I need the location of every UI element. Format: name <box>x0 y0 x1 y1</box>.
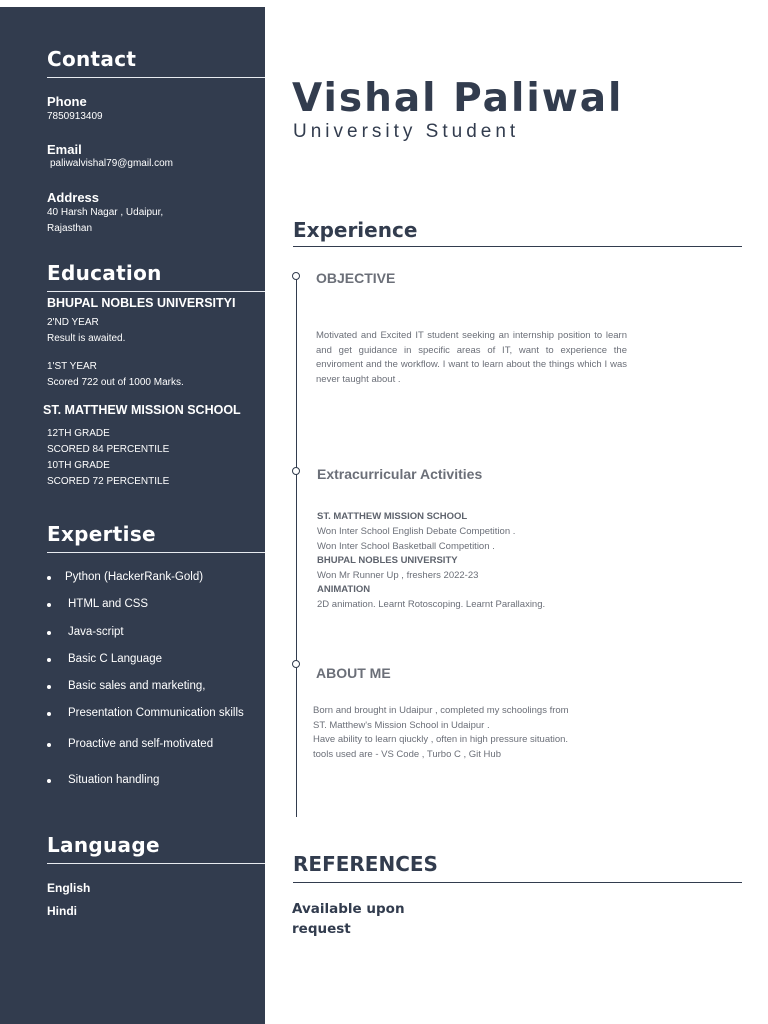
education-line: Scored 722 out of 1000 Marks. <box>47 377 184 388</box>
education-line: 1'ST YEAR <box>47 361 97 372</box>
education-line: Result is awaited. <box>47 333 126 344</box>
extracurricular-subheading: ST. MATTHEW MISSION SCHOOL <box>317 511 468 522</box>
about-line: tools used are - VS Code , Turbo C , Git Hub <box>313 749 501 760</box>
candidate-name: Vishal Paliwal <box>292 76 624 121</box>
address-label: Address <box>47 190 100 205</box>
language-item: Hindi <box>47 904 77 918</box>
language-divider <box>47 863 265 864</box>
extracurricular-line: Won Inter School Basketball Competition . <box>317 541 495 552</box>
references-divider <box>293 882 742 883</box>
references-heading: REFERENCES <box>293 852 438 876</box>
timeline-node <box>292 660 300 668</box>
experience-heading: Experience <box>293 218 418 242</box>
about-line: ST. Matthew's Mission School in Udaipur . <box>313 720 490 731</box>
expertise-divider <box>47 552 265 553</box>
extracurricular-line: 2D animation. Learnt Rotoscoping. Learnt Parallaxing. <box>317 599 546 610</box>
school-name-university: BHUPAL NOBLES UNIVERSITYI <box>47 296 236 310</box>
education-line: SCORED 84 PERCENTILE <box>47 444 170 455</box>
contact-divider <box>47 77 265 78</box>
about-line: Have ability to learn qiuckly , often in high pressure situation. <box>313 734 569 745</box>
email-value[interactable]: paliwalvishal79@gmail.com <box>50 158 173 169</box>
education-line: SCORED 72 PERCENTILE <box>47 476 170 487</box>
timeline-node <box>292 272 300 280</box>
school-name-matthew: ST. MATTHEW MISSION SCHOOL <box>43 403 241 417</box>
timeline-node <box>292 467 300 475</box>
extracurricular-subheading: BHUPAL NOBLES UNIVERSITY <box>317 555 458 566</box>
contact-heading: Contact <box>47 47 137 71</box>
address-line-2: Rajasthan <box>47 223 93 234</box>
phone-value[interactable]: 7850913409 <box>47 111 103 122</box>
sidebar: Contact Phone 7850913409 Email paliwalvishal79@gmail.com Address 40 Harsh Nagar , Udaipur, Rajasthan Education BHUPAL NOBLES UNIVERSITYI 2'ND YEAR Result is awaited. 1'ST YEAR Scored 722 out of 1000 Marks. ST. MATTHEW MISSION SCHOOL 12TH GRADE SCORED 84 PERCENTILE 10TH GRADE SCORED 72 PERCENTILE Expertise Python (HackerRank-Gold) HTML and CSS Java-script Basic C Language Basic sales and marketing, Presentation Communication skills Proactive and self-motivated Situation handling Language English Hindi <box>0 7 265 1024</box>
bullet-icon <box>47 743 51 747</box>
bullet-icon <box>47 631 51 635</box>
about-me-heading: ABOUT ME <box>316 665 391 681</box>
education-heading: Education <box>47 261 162 285</box>
address-line-1: 40 Harsh Nagar , Udaipur, <box>47 207 164 218</box>
expertise-heading: Expertise <box>47 522 156 546</box>
extracurricular-heading: Extracurricular Activities <box>317 466 483 482</box>
bullet-icon <box>47 658 51 662</box>
experience-divider <box>293 246 742 247</box>
references-text: Available upon request <box>292 901 405 937</box>
email-label: Email <box>47 142 82 157</box>
bullet-icon <box>47 712 51 716</box>
bullet-icon <box>47 779 51 783</box>
education-line: 10TH GRADE <box>47 460 110 471</box>
language-heading: Language <box>47 833 160 857</box>
education-line: 2'ND YEAR <box>47 317 99 328</box>
timeline-line <box>296 278 297 817</box>
candidate-role: University Student <box>293 121 520 142</box>
extracurricular-subheading: ANIMATION <box>317 584 371 595</box>
extracurricular-line: Won Mr Runner Up , freshers 2022-23 <box>317 570 479 581</box>
phone-label: Phone <box>47 94 87 109</box>
about-line: Born and brought in Udaipur , completed my schoolings from <box>313 705 569 716</box>
bullet-icon <box>47 603 51 607</box>
objective-heading: OBJECTIVE <box>316 270 396 286</box>
objective-text: Motivated and Excited IT student seeking an internship position to learn and get guidance in specific areas of IT, want to experience the enviroment and the workflow. I want to learn about the things which I was never taught about . <box>316 330 627 385</box>
extracurricular-line: Won Inter School English Debate Competition . <box>317 526 516 537</box>
language-item: English <box>47 881 91 895</box>
education-line: 12TH GRADE <box>47 428 110 439</box>
bullet-icon <box>47 685 51 689</box>
education-divider <box>47 291 265 292</box>
bullet-icon <box>47 576 51 580</box>
